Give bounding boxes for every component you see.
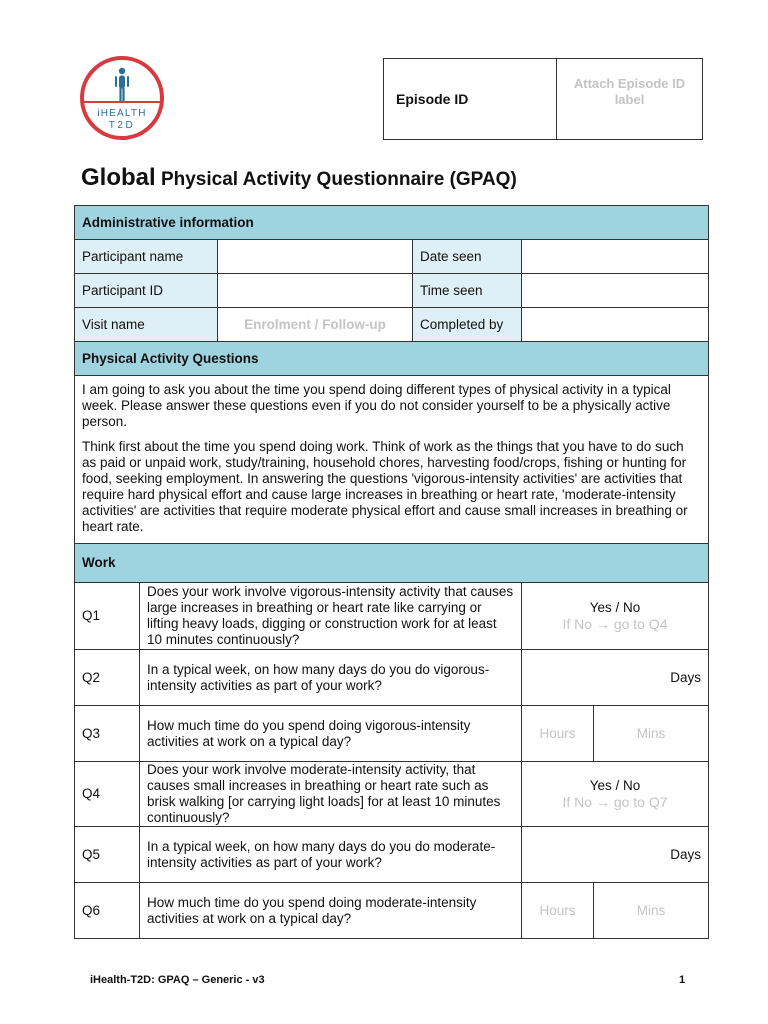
participant-id-label: Participant ID bbox=[75, 274, 218, 308]
participant-name-field[interactable] bbox=[218, 240, 413, 274]
pa-intro-paragraph-2: Think first about the time you spend doing work. Think of work as the things that you have to do such as paid or unpaid work, study/training, household chores, harvesting food/crops, fishing or hunting for food, seeking employment. In answering the questions 'vigorous-intensity activities' are activities that require hard physical effort and cause large increases in breathing or heart rate, 'moderate-intensity activities' are activities that require moderate physical effort and cause small increases in breathing or heart rate. bbox=[82, 439, 688, 534]
pa-intro bbox=[75, 376, 709, 544]
work-section-heading: Work bbox=[75, 544, 709, 583]
pa-section-heading: Physical Activity Questions bbox=[75, 342, 709, 376]
question-row-q3 bbox=[75, 706, 709, 762]
q5-number: Q5 bbox=[75, 827, 140, 883]
q1-answer[interactable] bbox=[522, 583, 709, 650]
q4-number: Q4 bbox=[75, 762, 140, 827]
q4-yes-no[interactable]: Yes / No bbox=[589, 778, 641, 793]
q5-text: In a typical week, on how many days do you do moderate- intensity activities as part of your work? bbox=[140, 827, 522, 883]
admin-section-heading: Administrative information bbox=[75, 206, 709, 240]
logo-text-bottom: T2D bbox=[108, 120, 136, 131]
question-row-q4 bbox=[75, 762, 709, 827]
title-word-global: Global bbox=[81, 164, 156, 191]
question-row-q5 bbox=[75, 827, 709, 883]
episode-id-label-placeholder[interactable] bbox=[557, 59, 702, 139]
question-row-q6 bbox=[75, 883, 709, 939]
completed-by-label: Completed by bbox=[413, 308, 522, 342]
q1-skip-instruction: If No → go to Q4 bbox=[562, 616, 668, 632]
q2-text: In a typical week, on how many days do you do vigorous- intensity activities as part of your work? bbox=[140, 650, 522, 706]
visit-name-label: Visit name bbox=[75, 308, 218, 342]
ihealth-logo bbox=[78, 54, 166, 142]
q5-days-field[interactable]: Days bbox=[522, 827, 709, 883]
visit-name-field[interactable]: Enrolment / Follow-up bbox=[218, 308, 413, 342]
episode-id-label: Episode ID bbox=[384, 59, 557, 139]
date-seen-label: Date seen bbox=[413, 240, 522, 274]
episode-id-box bbox=[383, 58, 703, 140]
q6-mins-field[interactable]: Mins bbox=[594, 883, 709, 939]
q3-mins-field[interactable]: Mins bbox=[594, 706, 709, 762]
logo-graphic bbox=[78, 54, 166, 142]
question-row-q2 bbox=[75, 650, 709, 706]
q1-text: Does your work involve vigorous-intensity activity that causes large increases in breathing or heart rate like carrying or lifting heavy loads, digging or construction work for at least 10 minutes continuously? bbox=[140, 583, 522, 650]
completed-by-field[interactable] bbox=[522, 308, 709, 342]
footer-document-id: iHealth-T2D: GPAQ – Generic - v3 bbox=[90, 974, 265, 986]
questionnaire-table bbox=[74, 205, 709, 939]
logo-text-top: iHEALTH bbox=[97, 108, 147, 119]
page-title bbox=[81, 164, 517, 192]
q1-yes-no[interactable]: Yes / No bbox=[589, 600, 641, 615]
time-seen-field[interactable] bbox=[522, 274, 709, 308]
q6-hours-field[interactable]: Hours bbox=[522, 883, 594, 939]
attach-line-1: Attach Episode ID bbox=[573, 76, 686, 91]
q4-text: Does your work involve moderate-intensity activity, that causes small increases in breathing or heart rate such as brisk walking [or carrying light loads] for at least 10 minutes continuously? bbox=[140, 762, 522, 827]
participant-name-label: Participant name bbox=[75, 240, 218, 274]
attach-line-2: label bbox=[614, 92, 645, 107]
q2-number: Q2 bbox=[75, 650, 140, 706]
title-rest: Physical Activity Questionnaire (GPAQ) bbox=[160, 169, 517, 190]
q3-text: How much time do you spend doing vigorous-intensity activities at work on a typical day? bbox=[140, 706, 522, 762]
q3-number: Q3 bbox=[75, 706, 140, 762]
q2-days-field[interactable]: Days bbox=[522, 650, 709, 706]
pa-intro-paragraph-1: I am going to ask you about the time you spend doing different types of physical activity in a typical week. Please answer these questions even if you do not consider yourself to be a physically active person. bbox=[82, 382, 671, 429]
footer-page-number: 1 bbox=[679, 974, 686, 986]
q4-skip-instruction: If No → go to Q7 bbox=[562, 794, 668, 810]
participant-id-field[interactable] bbox=[218, 274, 413, 308]
q6-text: How much time do you spend doing moderate-intensity activities at work on a typical day? bbox=[140, 883, 522, 939]
q3-hours-field[interactable]: Hours bbox=[522, 706, 594, 762]
time-seen-label: Time seen bbox=[413, 274, 522, 308]
q1-number: Q1 bbox=[75, 583, 140, 650]
question-row-q1 bbox=[75, 583, 709, 650]
q6-number: Q6 bbox=[75, 883, 140, 939]
date-seen-field[interactable] bbox=[522, 240, 709, 274]
q4-answer[interactable] bbox=[522, 762, 709, 827]
